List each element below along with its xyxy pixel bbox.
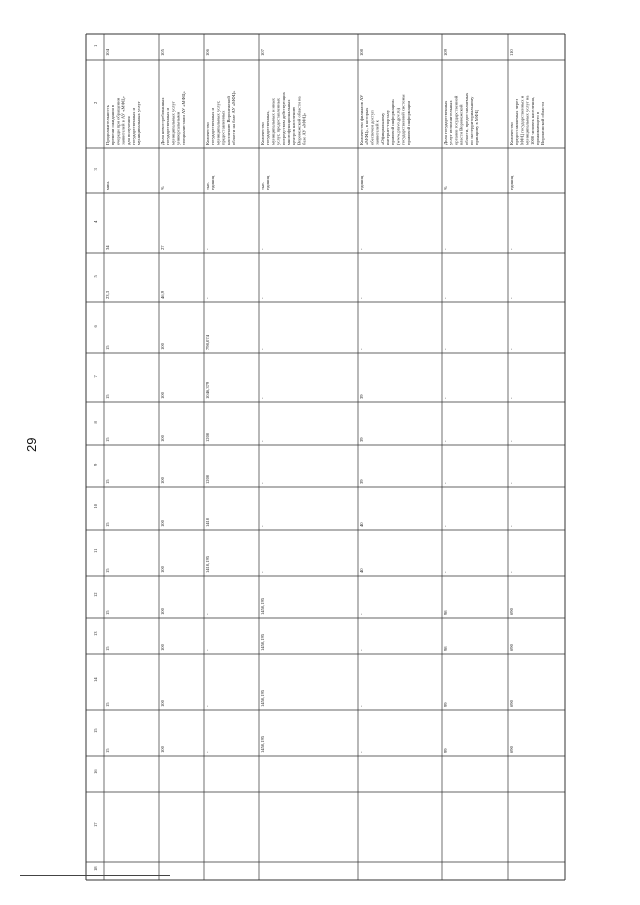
column-header: 9 (93, 463, 98, 466)
indicator-name-line: заявителей к (374, 120, 380, 145)
indicator-name-line: Количество филиалов АУ (359, 94, 364, 145)
value-cell: - (509, 482, 514, 484)
value-cell: - (443, 297, 448, 299)
column-header: 2 (93, 101, 98, 104)
value-cell: 15 (105, 646, 110, 651)
value-cell: 34 (105, 245, 110, 250)
row-number: 109 (443, 49, 448, 56)
indicator-name-line: услуг, предоставленных (275, 98, 281, 145)
unit-cell: тыс. (260, 181, 265, 190)
value-cell: 690 (509, 746, 514, 753)
indicator-name-line: «МФЦ», в которых (364, 107, 370, 145)
unit-cell: % (443, 186, 448, 190)
indicator-name-line: интернет-порталу (385, 109, 390, 145)
value-cell: 23,3 (105, 290, 110, 299)
value-cell: - (443, 248, 448, 250)
column-header: 4 (93, 220, 98, 223)
value-cell: - (359, 613, 364, 615)
indicator-name-line: многофункциональных (286, 99, 291, 145)
unit-cell: тыс. (205, 181, 210, 190)
value-cell: 798,074 (205, 335, 210, 350)
value-cell: - (260, 571, 265, 573)
value-cell: - (205, 751, 210, 753)
column-header: 14 (93, 677, 98, 682)
indicator-name-line: базе АУ «МФЦ» (301, 112, 307, 145)
indicator-name-line: проживающего в (535, 111, 540, 145)
indicator-name-line: государственных, (265, 110, 271, 145)
value-cell: 40 (359, 568, 364, 573)
value-cell: 39 (359, 394, 364, 399)
value-cell: 99 (443, 748, 448, 753)
indicator-name-line: муниципальных услуг (136, 101, 142, 145)
indicator-name-line: для получения (125, 116, 131, 145)
indicator-name-line: муниципальных услуг на (524, 95, 530, 145)
value-cell: - (509, 571, 514, 573)
indicator-name-line: предоставляемых через (514, 98, 520, 145)
value-cell: - (443, 482, 448, 484)
column-header: 10 (93, 503, 98, 509)
value-cell: - (205, 297, 210, 299)
value-cell: 15 (105, 748, 110, 753)
value-cell: 27 (160, 245, 165, 250)
unit-cell: мин. (105, 181, 110, 190)
indicator-name-line: Количество (509, 122, 514, 145)
column-header: 13 (93, 631, 98, 636)
value-cell: - (443, 397, 448, 399)
value-cell: - (359, 751, 364, 753)
value-cell: 15 (105, 437, 110, 442)
indicator-name-line: (www.pravo.gov.ru) (395, 107, 401, 145)
indicator-name-line: по экстерриториальному (469, 96, 474, 145)
column-header: 12 (93, 592, 98, 597)
indicator-name-line: МФЦ государственных и (519, 95, 525, 145)
indicator-name-line: Воронежской области (540, 102, 546, 145)
column-header: 8 (93, 421, 98, 424)
indicator-name-line: Доля государственных (443, 100, 448, 145)
value-cell: - (205, 649, 210, 651)
value-cell: - (359, 348, 364, 350)
value-cell: - (443, 440, 448, 442)
column-header: 5 (93, 275, 98, 278)
indicator-name-line: услуг исполнительных (448, 100, 454, 145)
indicator-name-line: посредством действующих (280, 92, 286, 145)
value-cell: 1450,195 (260, 633, 265, 651)
table-grid (86, 34, 565, 880)
value-cell: 1410 (205, 517, 210, 527)
row-number: 107 (260, 49, 265, 56)
value-cell: - (359, 297, 364, 299)
value-cell: - (260, 297, 265, 299)
value-cell: - (359, 705, 364, 707)
value-cell: 1450,195 (260, 689, 265, 707)
indicator-name-line: населению Воронежской (225, 96, 231, 145)
indicator-name-line: Доля невостребованных (160, 97, 165, 145)
value-cell: 100 (160, 435, 165, 442)
value-cell: 98 (443, 610, 448, 615)
row-number: 110 (509, 49, 514, 56)
column-header: 18 (93, 866, 98, 871)
value-cell: 15 (105, 394, 110, 399)
value-cell: 99 (443, 702, 448, 707)
indicator-name-line: Продолжительность (105, 105, 110, 145)
value-cell: 100 (160, 477, 165, 484)
value-cell: 690 (509, 700, 514, 707)
indicator-name-line: области на базе АУ «МФЦ» (231, 90, 236, 145)
column-header: 17 (93, 822, 98, 827)
unit-cell: единиц (210, 175, 216, 190)
value-cell: - (205, 705, 210, 707)
value-cell: 1046,379 (205, 381, 210, 399)
row-number: 108 (359, 49, 364, 56)
column-header: 7 (93, 375, 98, 378)
column-header: 15 (93, 728, 98, 733)
indicator-name-line: области, предоставляемых (463, 92, 469, 145)
column-header: 6 (93, 325, 98, 328)
value-cell: 690 (509, 608, 514, 615)
indicator-name-line: предоставленных (220, 110, 226, 145)
indicator-name-line: обеспечен доступ (369, 110, 375, 145)
indicator-name-line: «Официальному (379, 112, 385, 145)
value-cell: 15 (105, 479, 110, 484)
indicator-name-line: специалистами АУ «МФЦ» (180, 91, 186, 145)
value-cell: 100 (160, 392, 165, 399)
value-cell: 100 (160, 343, 165, 350)
indicator-name-line: Количество (205, 122, 210, 145)
value-cell: - (359, 248, 364, 250)
value-cell: - (509, 248, 514, 250)
indicator-name-line: заявителей в АУ «МФЦ» (120, 96, 126, 145)
unit-cell: % (160, 186, 165, 190)
value-cell: - (443, 571, 448, 573)
row-number: 104 (105, 49, 110, 56)
indicator-name-line: муниципальных и иных (270, 98, 276, 145)
value-cell: 1410,195 (205, 555, 210, 573)
value-cell: - (260, 248, 265, 250)
value-cell: 100 (160, 644, 165, 651)
value-cell: - (509, 397, 514, 399)
value-cell: 39 (359, 479, 364, 484)
unit-cell: единиц (265, 175, 271, 190)
indicator-name-line: времени ожидания в (110, 104, 116, 145)
value-cell: 98 (443, 646, 448, 651)
unit-cell: единиц (509, 175, 514, 190)
value-cell: - (260, 525, 265, 527)
value-cell: 15 (105, 345, 110, 350)
value-cell: 1450,195 (260, 735, 265, 753)
value-cell: - (509, 348, 514, 350)
value-cell: 15 (105, 702, 110, 707)
value-cell: - (205, 248, 210, 250)
value-cell: - (443, 525, 448, 527)
value-cell: - (509, 440, 514, 442)
value-cell: 100 (160, 746, 165, 753)
footer-rule (20, 875, 170, 876)
indicator-name-line: государственных и (131, 108, 136, 145)
value-cell: 15 (105, 522, 110, 527)
indicator-name-line: органов государственной (453, 95, 459, 145)
value-cell: - (509, 297, 514, 299)
indicator-name-line: государственных и (165, 108, 171, 145)
value-cell: - (260, 440, 265, 442)
unit-cell: единиц (359, 175, 364, 190)
value-cell: 100 (160, 700, 165, 707)
value-cell: - (260, 397, 265, 399)
page-number: 29 (24, 437, 39, 452)
value-cell: 100 (160, 520, 165, 527)
indicator-name-line: принципу в МФЦ (474, 110, 480, 145)
indicator-name-line: государственных и (210, 108, 216, 145)
indicator-name-line: государственной системы (400, 94, 406, 145)
value-cell: 15 (105, 568, 110, 573)
indicator-name-line: Воронежской области на (296, 96, 302, 145)
indicator-name-line: 1000 человек населения, (529, 97, 535, 145)
column-header: 11 (93, 548, 98, 553)
indicator-name-line: муниципальных услуг, (215, 100, 221, 145)
column-header (0, 0, 5, 1)
column-header: 1 (93, 44, 98, 47)
indicator-name-line: власти Воронежской (458, 104, 464, 145)
indicator-name-line: Количество (260, 122, 265, 145)
indicator-name-line: муниципальных услуг (170, 101, 176, 145)
row-number: 106 (205, 49, 210, 56)
indicator-name-line: правовой информации» (390, 98, 396, 145)
column-header: 16 (93, 769, 98, 774)
value-cell: - (359, 649, 364, 651)
value-cell: 1200 (205, 432, 210, 442)
value-cell: 46,9 (160, 290, 165, 299)
value-cell: - (509, 525, 514, 527)
value-cell: - (205, 613, 210, 615)
value-cell: 39 (359, 437, 364, 442)
value-cell: - (260, 482, 265, 484)
value-cell: 690 (509, 644, 514, 651)
value-cell: 1200 (205, 474, 210, 484)
column-header: 3 (93, 168, 98, 171)
indicator-name-line: очереди при обращении (115, 97, 121, 145)
value-cell: 100 (160, 566, 165, 573)
value-cell: - (260, 348, 265, 350)
indicator-name-line: центров населению (291, 106, 297, 145)
indicator-name-line: универсальными (175, 111, 181, 145)
value-cell: 15 (105, 610, 110, 615)
indicator-name-line: правовой информации (405, 101, 411, 145)
value-cell: 100 (160, 608, 165, 615)
value-cell: 1450,195 (260, 597, 265, 615)
row-number: 105 (160, 49, 165, 56)
value-cell: 40 (359, 522, 364, 527)
value-cell: - (443, 348, 448, 350)
